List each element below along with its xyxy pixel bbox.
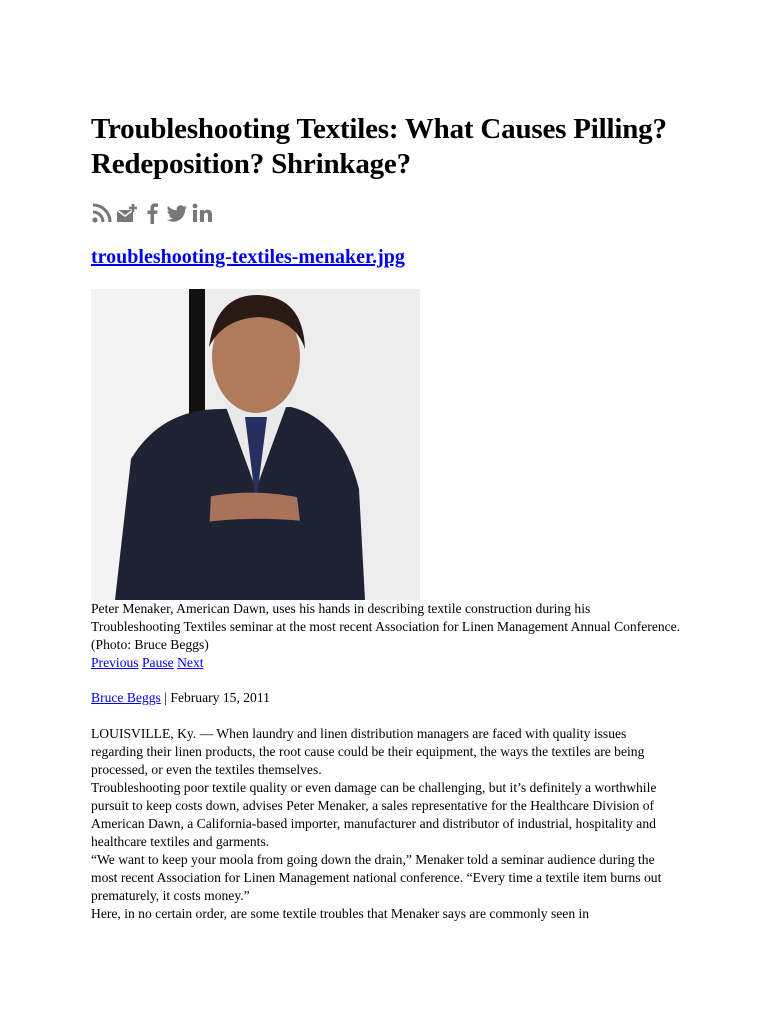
image-file-link[interactable]: troubleshooting-textiles-menaker.jpg (91, 246, 405, 268)
slideshow-nav (91, 654, 204, 672)
paragraph: “We want to keep your moola from going down the drain,” Menaker told a seminar audience during the most recent Association for Linen Management national conference. “Every time a textile item burns out prematurely, it costs money.” (91, 852, 662, 903)
article-photo (91, 289, 420, 600)
paragraph: Here, in no certain order, are some textile troubles that Menaker says are commonly seen in (91, 906, 590, 921)
rss-icon[interactable] (91, 202, 113, 224)
author-link[interactable]: Bruce Beggs (91, 690, 161, 705)
byline-separator: | (164, 690, 167, 705)
previous-link[interactable]: Previous (91, 655, 139, 670)
article-title: Troubleshooting Textiles: What Causes Pilling? Redeposition? Shrinkage? (91, 113, 667, 180)
byline (91, 689, 270, 707)
photo-caption: Peter Menaker, American Dawn, uses his hands in describing textile construction during his Troubleshooting Textiles seminar at the most recent Association for Linen Management Annual Conference. (Photo: Bruce Beggs) (91, 601, 681, 652)
linkedin-icon[interactable] (191, 202, 213, 224)
twitter-icon[interactable] (166, 202, 188, 224)
article-body (91, 725, 671, 923)
pause-link[interactable]: Pause (141, 655, 174, 670)
paragraph: Troubleshooting poor textile quality or even damage can be challenging, but it’s definitely a worthwhile pursuit to keep costs down, advises Peter Menaker, a sales representative for the Healthcare Division of American Dawn, a California-based importer, manufacturer and distributor of industrial, hospitality and healthcare textiles and garments. (91, 780, 657, 849)
publish-date: February 15, 2011 (170, 690, 270, 705)
facebook-icon[interactable] (141, 202, 163, 224)
email-add-icon[interactable] (116, 202, 138, 224)
share-bar (91, 200, 213, 226)
next-link[interactable]: Next (177, 655, 204, 670)
paragraph: LOUISVILLE, Ky. — When laundry and linen distribution managers are faced with quality issues regarding their linen products, the root cause could be their equipment, the ways the textiles are being processed, or even the textiles themselves. (91, 726, 645, 777)
